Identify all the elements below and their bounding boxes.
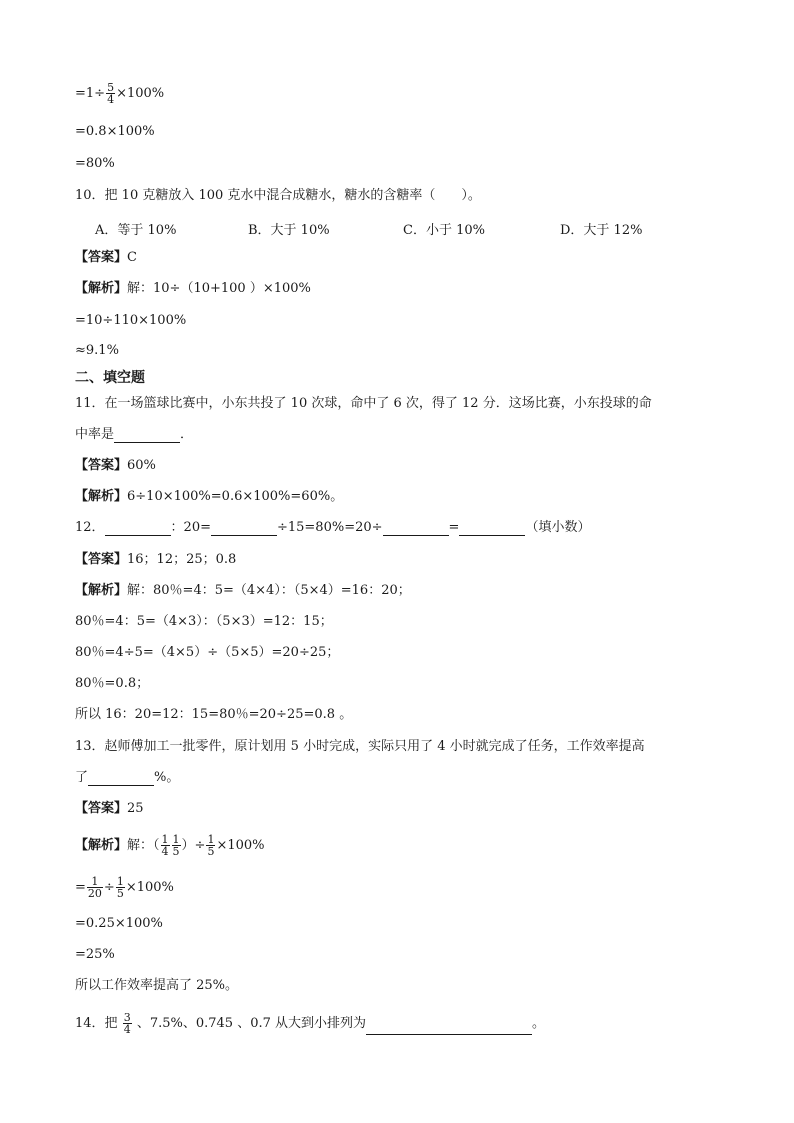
- question-13-line-2: 了 %。: [75, 770, 180, 785]
- question-11-line-2: 中率是 ．: [75, 427, 194, 442]
- question-11-line-1: 11．在一场篮球比赛中，小东共投了 10 次球，命中了 6 次，得了 12 分．这场比赛，小东投球的命: [75, 396, 652, 411]
- fraction: $\frac{1}{5}$: [172, 833, 180, 858]
- q12-answer: [75, 552, 236, 568]
- q10-step-1: =10÷110×100%: [75, 313, 187, 328]
- q12-step-1: 80％=4：5=（4×3）：（5×3）=12：15；: [75, 614, 333, 629]
- prev-solution-line-1: =1÷ $\frac{5}{4}$ ×100%: [75, 81, 165, 106]
- q10-option-d: D．大于 12%: [560, 223, 643, 238]
- fraction: $\frac{1}{4}$: [161, 833, 169, 858]
- q13-step-2: =0.25×100%: [75, 916, 163, 931]
- fraction: $\frac{3}{4}$: [123, 1011, 131, 1036]
- prev-solution-line-2: =0.8×100%: [75, 124, 155, 139]
- q13-answer: [75, 801, 144, 817]
- q11-analysis: 【解析】6÷10×100%=0.6×100%=60%。: [75, 489, 344, 504]
- answer-tag: 【答案】: [75, 801, 128, 816]
- answer-blank: [459, 522, 525, 536]
- fraction: $\frac{5}{4}$: [107, 81, 115, 106]
- q11-answer: [75, 458, 156, 474]
- answer-value: 25: [127, 801, 144, 816]
- answer-blank: [114, 429, 180, 443]
- answer-blank: [383, 522, 449, 536]
- answer-value: C: [127, 250, 137, 265]
- answer-blank: [211, 522, 277, 536]
- q12-analysis: 【解析】解：80％=4：5=（4×4）：（5×4）=16：20；: [75, 583, 411, 598]
- q10-option-c: C．小于 10%: [403, 223, 485, 238]
- q10-answer: [75, 250, 137, 266]
- question-14: 14．把 $\frac{3}{4}$ 、7.5%、0.745 、0.7 从大到小排列为 。: [75, 1011, 546, 1036]
- answer-blank: [366, 1021, 532, 1035]
- answer-value: 60%: [127, 458, 156, 473]
- q13-step-4: 所以工作效率提高了 25%。: [75, 978, 239, 993]
- answer-tag: 【答案】: [75, 250, 128, 265]
- answer-tag: 【答案】: [75, 458, 128, 473]
- q12-step-4: 所以 16：20=12：15=80％=20÷25=0.8 。: [75, 707, 353, 722]
- analysis-tag: 【解析】: [75, 583, 128, 598]
- analysis-tag: 【解析】: [75, 281, 128, 296]
- q13-step-3: =25%: [75, 947, 115, 962]
- analysis-tag: 【解析】: [75, 489, 128, 504]
- question-12: 12． ：20= ÷15=80%=20÷ = （填小数）: [75, 520, 591, 535]
- q10-option-b: B．大于 10%: [248, 223, 330, 238]
- q13-step-1: = $\frac{1}{20}$ ÷ $\frac{1}{5}$ ×100%: [75, 875, 174, 900]
- section-title: 二、填空题: [75, 370, 145, 386]
- question-10-text: 10．把 10 克糖放入 100 克水中混合成糖水，糖水的含糖率（ ）。: [75, 188, 481, 203]
- q10-step-2: ≈9.1%: [75, 343, 119, 358]
- q10-analysis: 【解析】解：10÷（10+100 ）×100%: [75, 281, 311, 296]
- analysis-tag: 【解析】: [75, 838, 128, 853]
- prev-solution-line-3: =80%: [75, 156, 115, 171]
- fraction: $\frac{1}{5}$: [116, 875, 124, 900]
- answer-blank: [88, 772, 154, 786]
- q10-option-a: A．等于 10%: [95, 223, 177, 238]
- q13-analysis: 【解析】解：（ $\frac{1}{4}$ $\frac{1}{5}$ ）÷ $\frac{1}{5}$ ×100%: [75, 833, 265, 858]
- question-13-line-1: 13．赵师傅加工一批零件，原计划用 5 小时完成，实际只用了 4 小时就完成了任务，工作效率提高: [75, 739, 645, 754]
- answer-value: 16；12；25；0.8: [127, 552, 237, 567]
- fraction: $\frac{1}{5}$: [207, 833, 215, 858]
- q12-step-3: 80％=0.8；: [75, 676, 150, 691]
- fraction: $\frac{1}{20}$: [87, 875, 102, 900]
- q12-step-2: 80％=4÷5=（4×5）÷（5×5）=20÷25；: [75, 645, 340, 660]
- answer-tag: 【答案】: [75, 552, 128, 567]
- answer-blank: [105, 522, 171, 536]
